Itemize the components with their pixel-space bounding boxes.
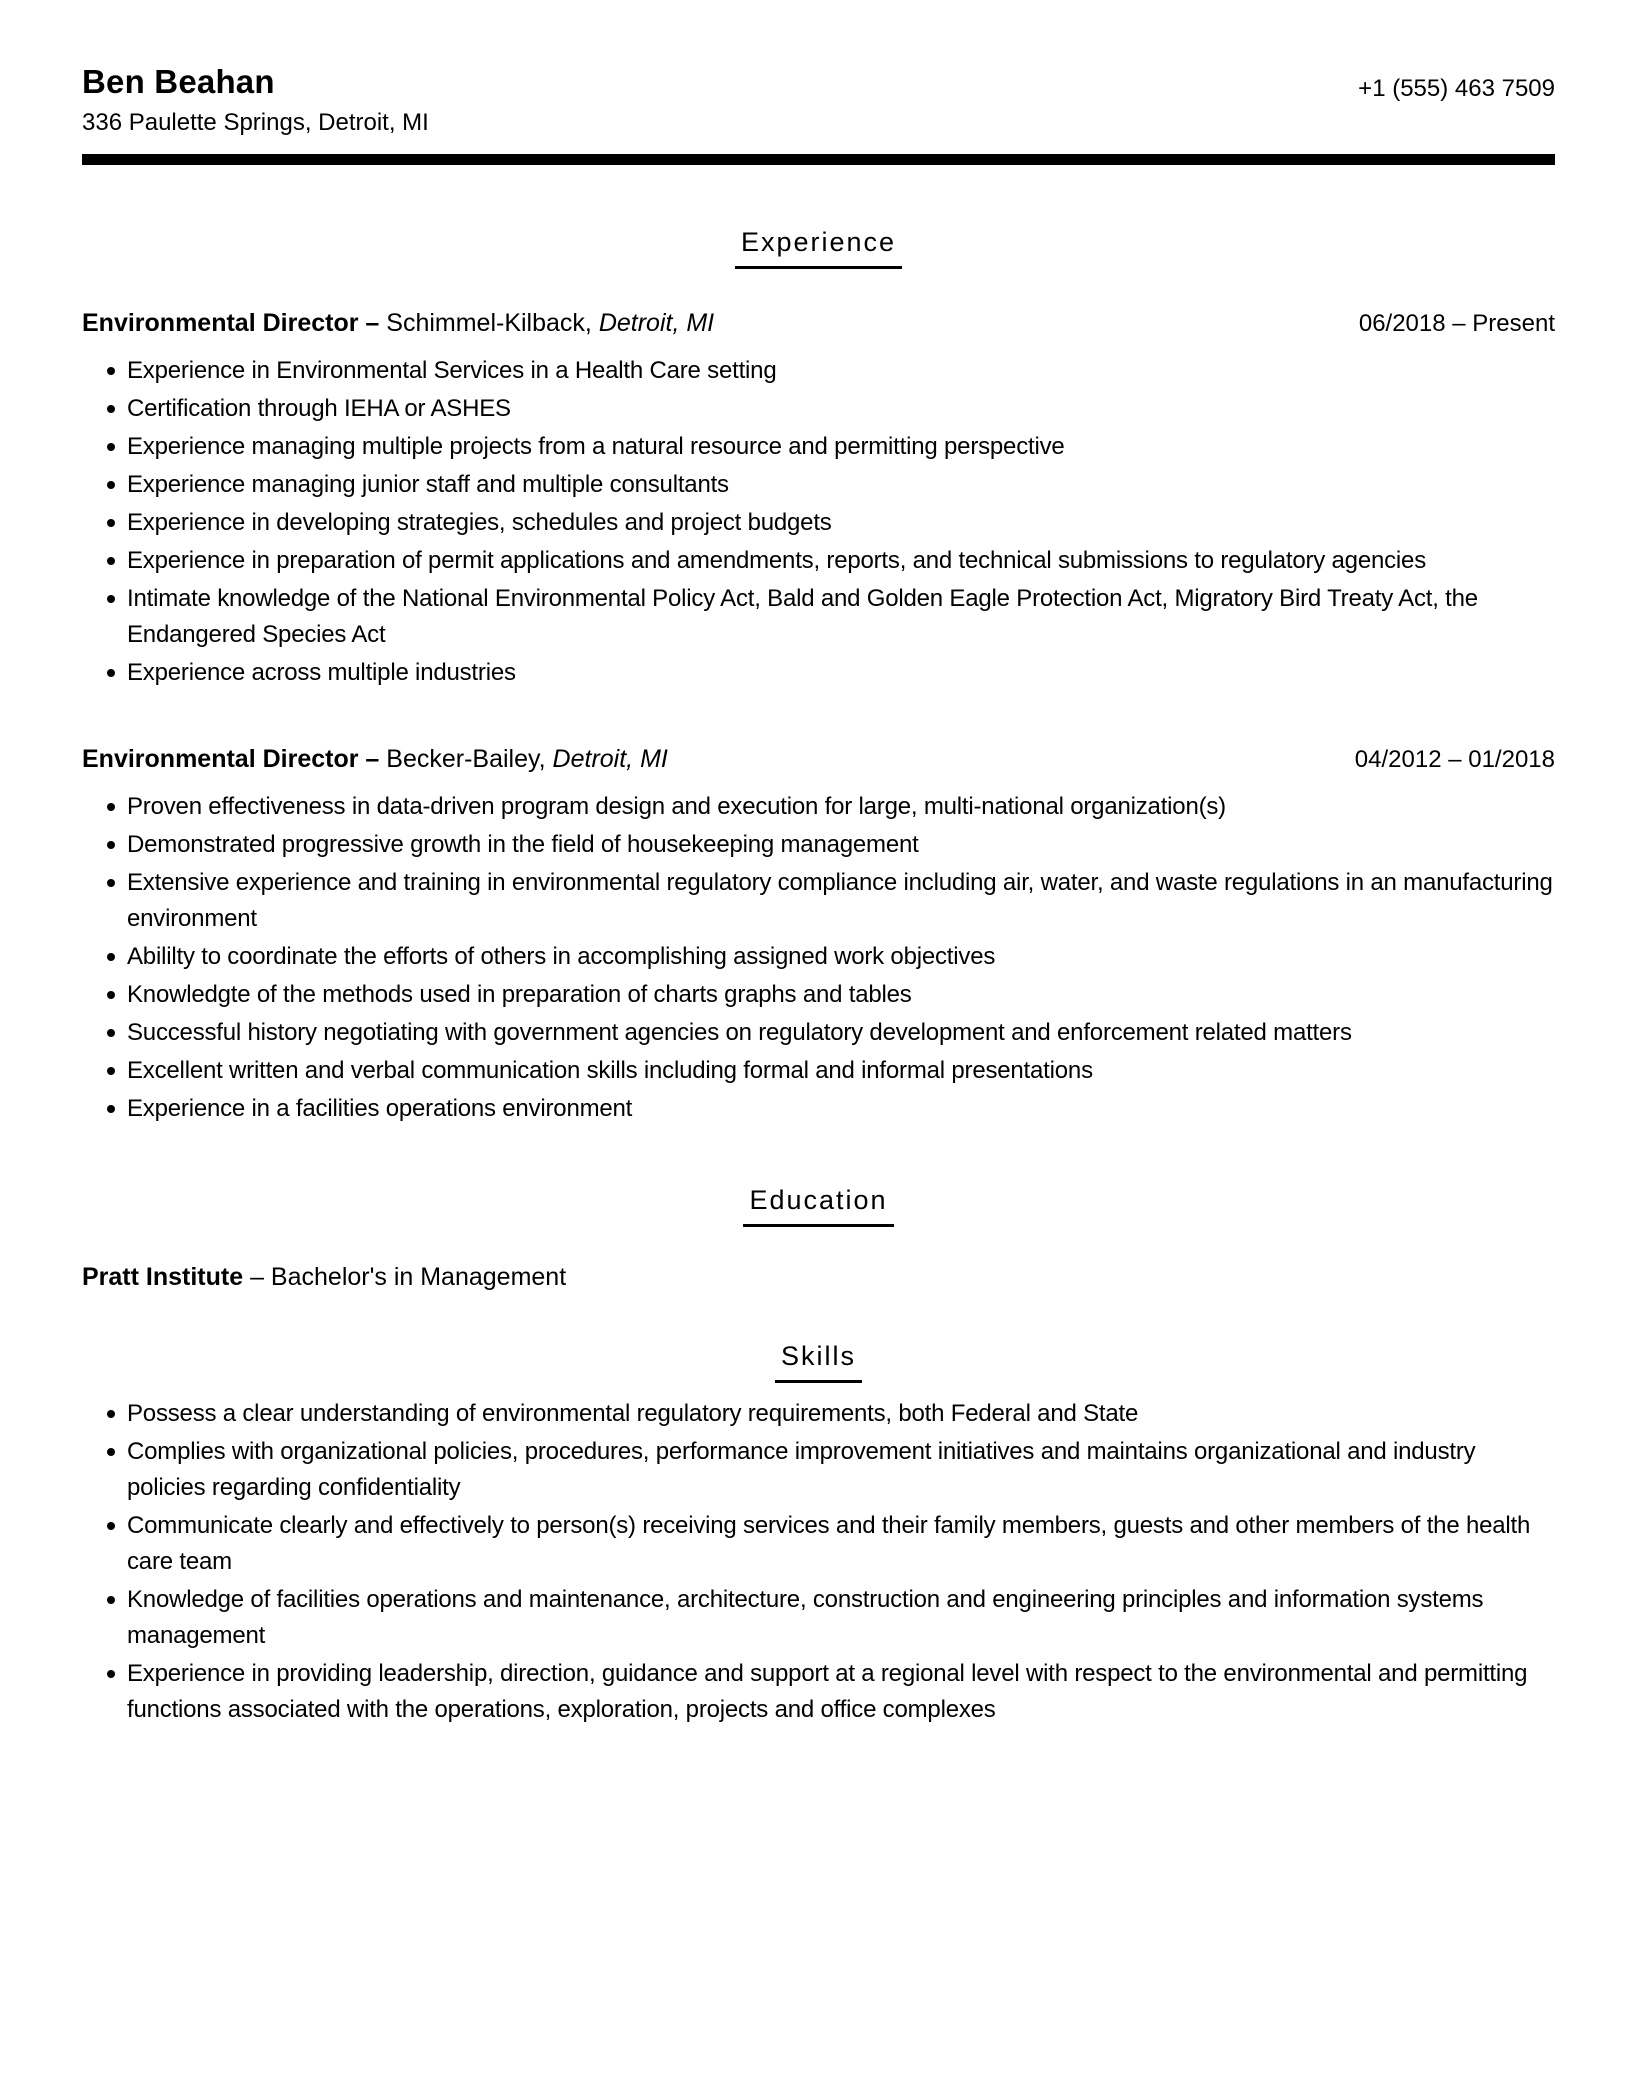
bullet-item: Experience across multiple industries (105, 655, 1555, 691)
bullet-item: Extensive experience and training in environmental regulatory compliance including air, water, and waste regulations in an manufacturing environment (105, 865, 1555, 937)
bullet-item: Experience in preparation of permit applications and amendments, reports, and technical submissions to regulatory agencies (105, 543, 1555, 579)
job-dates: 06/2018 – Present (1358, 310, 1555, 337)
bullet-item: Abililty to coordinate the efforts of others in accomplishing assigned work objectives (105, 939, 1555, 975)
section-heading-skills (82, 1339, 1555, 1383)
bullet-item: Experience in providing leadership, direction, guidance and support at a regional level with respect to the environmental and permitting functions associated with the operations, exploration, projects and office complexes (105, 1656, 1555, 1728)
school-name: Pratt Institute (82, 1263, 244, 1291)
bullet-item: Successful history negotiating with government agencies on regulatory development and enforcement related matters (105, 1015, 1555, 1051)
bullet-item: Intimate knowledge of the National Environmental Policy Act, Bald and Golden Eagle Protection Act, Migratory Bird Treaty Act, the Endangered Species Act (105, 581, 1555, 653)
person-name: Ben Beahan (82, 63, 275, 100)
job-bullet-list (82, 789, 1555, 1127)
bullet-item: Complies with organizational policies, procedures, performance improvement initiatives and maintains organizational and industry policies regarding confidentiality (105, 1434, 1555, 1506)
section-heading-education (82, 1183, 1555, 1227)
experience-job-2 (82, 743, 1555, 1127)
bullet-item: Possess a clear understanding of environmental regulatory requirements, both Federal and State (105, 1396, 1555, 1432)
education-title: Education (743, 1183, 893, 1227)
job-bullet-list (82, 353, 1555, 691)
bullet-item: Knowledge of facilities operations and maintenance, architecture, construction and engineering principles and information systems management (105, 1582, 1555, 1654)
section-heading-experience (82, 225, 1555, 269)
bullet-item: Experience managing junior staff and multiple consultants (105, 467, 1555, 503)
bullet-item: Experience managing multiple projects from a natural resource and permitting perspective (105, 429, 1555, 465)
bullet-item: Knowledgte of the methods used in preparation of charts graphs and tables (105, 977, 1555, 1013)
bullet-item: Experience in developing strategies, schedules and project budgets (105, 505, 1555, 541)
experience-title: Experience (735, 225, 902, 269)
job-header (82, 307, 1555, 340)
job-title: Environmental Director – (82, 309, 380, 337)
degree: – Bachelor's in Management (250, 1263, 567, 1291)
person-phone: +1 (555) 463 7509 (1358, 75, 1555, 102)
job-title: Environmental Director – (82, 745, 380, 773)
bullet-item: Communicate clearly and effectively to person(s) receiving services and their family members, guests and other members of the health care team (105, 1508, 1555, 1580)
skills-title: Skills (775, 1339, 862, 1383)
job-company: Becker-Bailey, (386, 745, 546, 773)
skills-bullet-list (82, 1396, 1555, 1728)
bullet-item: Certification through IEHA or ASHES (105, 391, 1555, 427)
job-title-line (82, 307, 714, 339)
job-title-line (82, 743, 668, 775)
resume-header (82, 64, 1555, 140)
bullet-item: Proven effectiveness in data-driven program design and execution for large, multi-national organization(s) (105, 789, 1555, 825)
job-header (82, 743, 1555, 776)
experience-job-1 (82, 307, 1555, 691)
bullet-item: Excellent written and verbal communication skills including formal and informal presentations (105, 1053, 1555, 1089)
bullet-item: Experience in Environmental Services in a Health Care setting (105, 353, 1555, 389)
education-entry (82, 1261, 1555, 1293)
bullet-item: Experience in a facilities operations environment (105, 1091, 1555, 1127)
person-address: 336 Paulette Springs, Detroit, MI (82, 109, 429, 136)
job-location: Detroit, MI (552, 745, 668, 773)
bullet-item: Demonstrated progressive growth in the field of housekeeping management (105, 827, 1555, 863)
job-dates: 04/2012 – 01/2018 (1354, 746, 1555, 773)
job-location: Detroit, MI (598, 309, 715, 337)
job-company: Schimmel-Kilback, (386, 309, 592, 337)
header-divider-rule (82, 154, 1555, 165)
